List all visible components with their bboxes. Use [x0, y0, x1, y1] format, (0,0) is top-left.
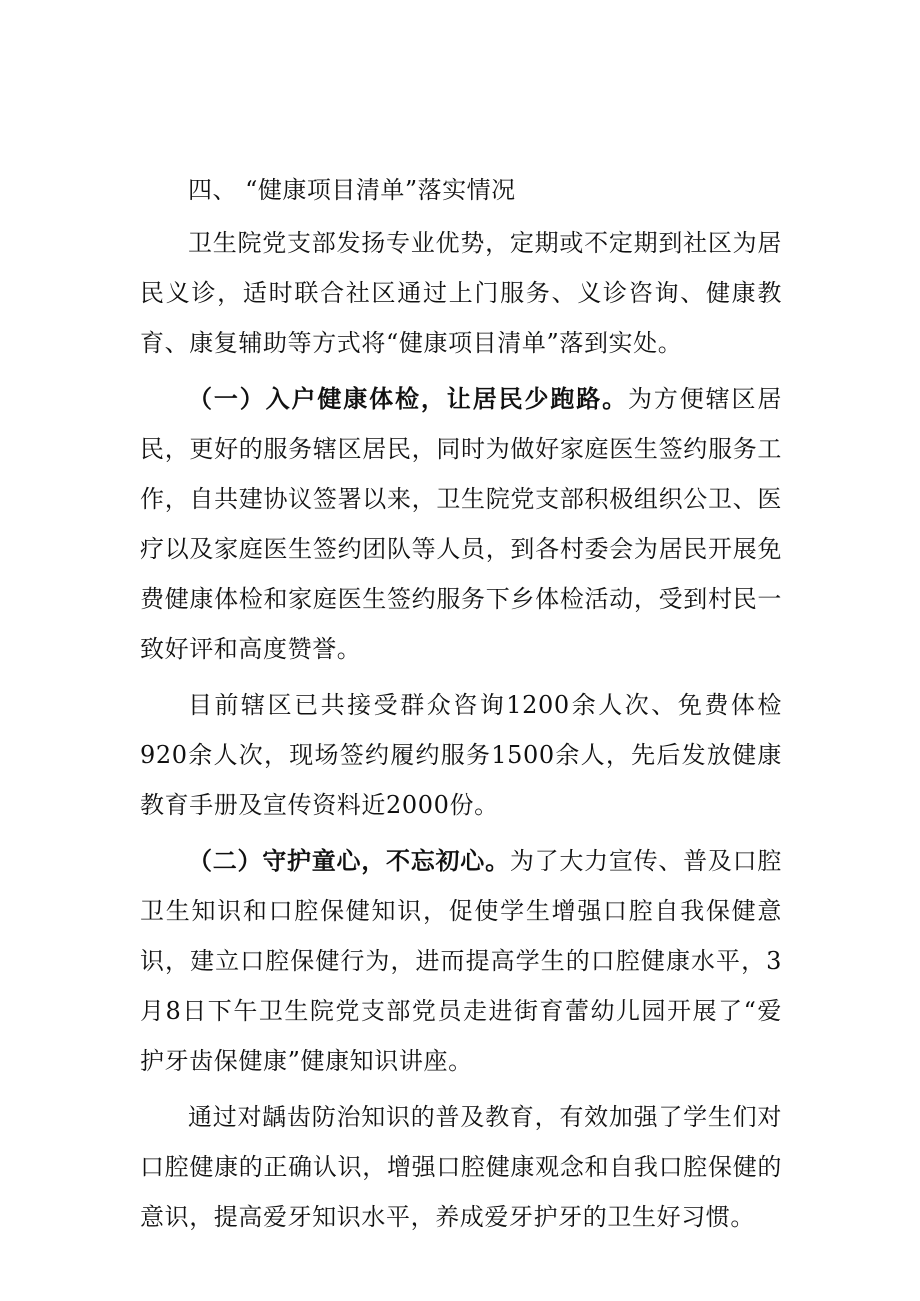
paragraph-text: 目前辖区已共接受群众咨询1200余人次、免费体检920余人次，现场签约履约服务1500余人，先后发放健康教育手册及宣传资料近2000份。 — [140, 691, 782, 819]
paragraph-text: 通过对龋齿防治知识的普及教育，有效加强了学生们对口腔健康的正确认识，增强口腔健康观念和自我口腔保健的意识，提高爱牙知识水平，养成爱牙护牙的卫生好习惯。 — [140, 1103, 782, 1231]
paragraph-text: 为方便辖区居民，更好的服务辖区居民，同时为做好家庭医生签约服务工作，自共建协议签署以来，卫生院党支部积极组织公卫、医疗以及家庭医生签约团队等人员，到各村委会为居民开展免费健康体检和家庭医生签约服务下乡体检活动，受到村民一致好评和高度赞誉。 — [140, 385, 782, 663]
section-heading: 四、 “健康项目清单”落实情况 — [188, 176, 516, 204]
paragraph-text: 卫生院党支部发扬专业优势，定期或不定期到社区为居民义诊，适时联合社区通过上门服务、义诊咨询、健康教育、康复辅助等方式将“健康项目清单”落到实处。 — [140, 229, 782, 357]
paragraph-dental-lecture — [140, 836, 782, 1086]
paragraph-text: 为了大力宣传、普及口腔卫生知识和口腔保健知识，促使学生增强口腔自我保健意识，建立口腔保健行为，进而提高学生的口腔健康水平，3月8日下午卫生院党支部党员走进街育蕾幼儿园开展了“爱护牙齿保健康”健康知识讲座。 — [140, 847, 782, 1075]
paragraph-lead-heading: （二）守护童心，不忘初心。 — [188, 847, 510, 875]
paragraph-health-checkup — [140, 374, 782, 674]
paragraph-statistics — [140, 680, 782, 830]
paragraph-lead-heading: （一）入户健康体检，让居民少跑路。 — [188, 385, 628, 413]
paragraph-intro — [140, 218, 782, 368]
document-body — [140, 168, 782, 1242]
paragraph-outcome — [140, 1092, 782, 1242]
